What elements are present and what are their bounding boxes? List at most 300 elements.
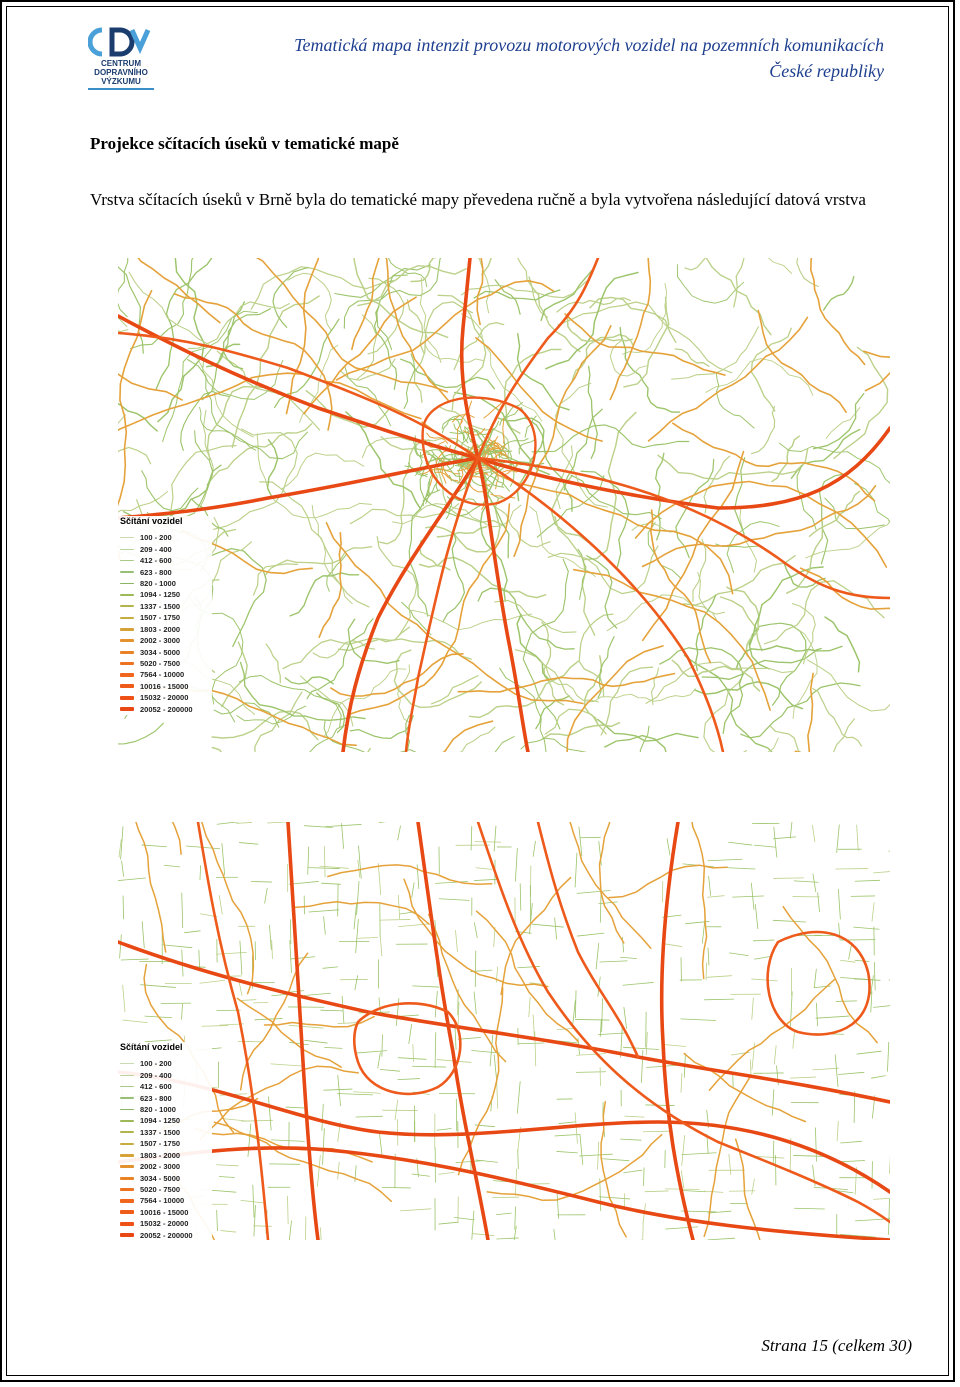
street [272, 994, 287, 995]
street [164, 865, 180, 867]
street [838, 889, 840, 919]
secondary-road [795, 673, 813, 752]
minor-road [672, 327, 759, 379]
secondary-road [232, 721, 492, 752]
street [439, 1172, 454, 1174]
legend-swatch [120, 583, 134, 585]
legend-title: Sčítání vozidel [120, 1042, 183, 1052]
street [200, 865, 201, 879]
street [573, 1001, 575, 1024]
minor-road [118, 447, 151, 463]
legend-item [118, 681, 212, 692]
minor-road [443, 532, 464, 622]
minor-road [543, 723, 620, 739]
minor-road [735, 458, 745, 534]
street [836, 1001, 857, 1002]
logo-text [86, 59, 156, 86]
street [413, 986, 439, 987]
street [559, 1122, 575, 1124]
street [412, 1066, 445, 1067]
legend-swatch [120, 1188, 134, 1191]
legend-item [118, 1230, 212, 1240]
street [889, 980, 890, 981]
secondary-road [643, 486, 876, 567]
street [380, 919, 410, 920]
minor-road [771, 726, 804, 752]
street [412, 883, 414, 898]
street [871, 976, 874, 994]
street [840, 960, 855, 962]
street [271, 1064, 302, 1066]
street [529, 998, 530, 1017]
secondary-street [477, 911, 578, 1041]
street [236, 822, 251, 823]
legend-swatch [120, 1063, 134, 1064]
street [774, 827, 777, 857]
street [774, 837, 796, 839]
street [338, 1023, 357, 1024]
minor-road [825, 617, 859, 672]
legend-swatch [120, 617, 134, 620]
major-road [118, 316, 478, 458]
street [887, 1042, 888, 1071]
map-legend [118, 1042, 212, 1240]
street [497, 1238, 519, 1239]
street [533, 1015, 534, 1038]
legend-item [118, 1069, 212, 1080]
minor-road [420, 278, 441, 362]
minor-road [532, 425, 689, 452]
street [120, 935, 122, 958]
street [794, 1208, 824, 1209]
street [837, 1121, 838, 1141]
street [874, 962, 875, 990]
legend-label: 20052 - 200000 [140, 704, 193, 714]
legend-swatch [120, 1097, 134, 1099]
logo-line-3: VÝZKUMU [101, 77, 141, 86]
street [248, 1124, 251, 1157]
street [356, 919, 359, 952]
street [520, 884, 521, 911]
street [750, 1060, 751, 1075]
street [354, 903, 357, 929]
street [490, 1035, 493, 1066]
minor-road [461, 314, 541, 421]
minor-road [751, 328, 791, 411]
street [379, 1132, 382, 1154]
legend-swatch [120, 696, 134, 700]
street [812, 825, 814, 841]
street [182, 893, 183, 928]
street [324, 917, 326, 935]
street [682, 1153, 716, 1155]
street [412, 1174, 430, 1176]
street [356, 1116, 383, 1117]
street [354, 1092, 381, 1094]
legend-label: 100 - 200 [140, 1059, 172, 1069]
legend-label: 20052 - 200000 [140, 1230, 193, 1240]
street [641, 1050, 642, 1082]
street [325, 1047, 343, 1048]
street [474, 923, 477, 938]
legend-label: 1507 - 1750 [140, 1139, 181, 1149]
street [532, 924, 563, 927]
street [643, 1131, 670, 1132]
running-header [294, 32, 884, 84]
street [728, 868, 755, 869]
street [474, 992, 476, 1014]
street [623, 1047, 658, 1049]
secondary-street [600, 822, 624, 943]
street [600, 961, 627, 962]
street [163, 945, 192, 948]
legend-label: 2002 - 3000 [140, 636, 181, 646]
street [755, 905, 757, 929]
secondary-road [801, 568, 890, 623]
street [217, 1165, 239, 1166]
street [439, 1222, 458, 1224]
secondary-street [200, 1066, 358, 1139]
street [599, 902, 618, 904]
legend-item [118, 543, 212, 554]
street [707, 976, 732, 978]
street [621, 1139, 641, 1140]
street [309, 868, 340, 869]
street [557, 1191, 559, 1218]
street [579, 1154, 612, 1156]
minor-road [118, 723, 163, 752]
legend-swatch [120, 639, 134, 642]
minor-road [118, 258, 134, 317]
street [320, 1228, 321, 1240]
street [475, 951, 476, 987]
major-road [288, 822, 318, 1240]
street [239, 981, 242, 995]
street [790, 1077, 815, 1078]
street [398, 826, 401, 840]
street [288, 1196, 289, 1224]
street [518, 1150, 519, 1169]
street [857, 825, 859, 851]
street [400, 1209, 431, 1211]
street [456, 1161, 484, 1163]
street [704, 999, 733, 1000]
street [323, 1129, 325, 1165]
legend-swatch [120, 684, 134, 688]
legend-label: 209 - 400 [140, 544, 172, 554]
street [265, 888, 268, 903]
street [733, 896, 764, 897]
street [216, 952, 246, 954]
secondary-road [866, 258, 890, 391]
street [575, 853, 577, 887]
street [598, 1142, 599, 1169]
street [398, 1058, 426, 1060]
street [841, 1141, 862, 1143]
secondary-road [610, 258, 650, 399]
major-road [662, 822, 693, 1240]
legend-label: 15032 - 20000 [140, 693, 189, 703]
minor-road [478, 588, 574, 649]
secondary-road [811, 258, 865, 364]
minor-road [241, 662, 365, 720]
street [682, 1191, 705, 1192]
street [458, 1037, 480, 1039]
city-map-canvas [118, 822, 890, 1240]
legend-swatch [120, 628, 134, 631]
street [121, 959, 148, 960]
street [662, 1044, 685, 1046]
street [289, 1221, 292, 1240]
street [873, 870, 890, 873]
legend-swatch [120, 594, 134, 596]
legend-item [118, 669, 212, 680]
street [623, 982, 653, 985]
street [455, 1027, 456, 1050]
regional-map-canvas [118, 258, 890, 752]
legend-item [118, 566, 212, 577]
street [357, 938, 377, 939]
street [729, 953, 748, 956]
minor-road [232, 296, 319, 447]
street [323, 967, 338, 968]
street [729, 842, 752, 845]
minor-road [222, 642, 247, 706]
minor-road [776, 719, 854, 752]
street [268, 1097, 271, 1130]
minor-road [470, 661, 579, 717]
minor-road [587, 556, 617, 628]
legend-label: 2002 - 3000 [140, 1162, 181, 1172]
street [221, 1231, 236, 1233]
legend-label: 1094 - 1250 [140, 590, 181, 600]
street [358, 860, 360, 877]
street [708, 948, 709, 965]
street [603, 1159, 629, 1161]
street [401, 1015, 419, 1016]
minor-road [772, 436, 799, 481]
street [289, 1025, 323, 1028]
secondary-street [459, 988, 503, 1175]
legend-label: 7564 - 10000 [140, 670, 185, 680]
minor-road [702, 646, 842, 679]
street [200, 980, 225, 983]
legend-label: 820 - 1000 [140, 578, 176, 588]
street [555, 1134, 580, 1136]
street [557, 1151, 578, 1152]
street [666, 1227, 698, 1229]
street [199, 950, 200, 967]
minor-road [546, 273, 638, 369]
street [251, 882, 271, 883]
legend-item [118, 1092, 212, 1103]
street [338, 1162, 339, 1179]
legend-label: 1094 - 1250 [140, 1116, 181, 1126]
secondary-road [636, 482, 887, 568]
header-title-line-2: České republiky [769, 61, 884, 81]
legend-swatch [120, 1165, 134, 1168]
street [580, 1135, 583, 1165]
minor-road [601, 667, 652, 735]
legend-swatch [120, 605, 134, 607]
minor-road [500, 668, 546, 751]
legend-label: 1803 - 2000 [140, 624, 181, 634]
street [118, 878, 145, 881]
street [378, 1053, 381, 1068]
secondary-road [319, 533, 341, 637]
minor-road [813, 689, 862, 746]
street [624, 1007, 627, 1028]
legend-item [118, 578, 212, 589]
legend-item [118, 704, 212, 715]
street [871, 992, 872, 1012]
street [309, 910, 339, 912]
street [518, 1043, 544, 1044]
street [409, 1024, 412, 1043]
secondary-street [166, 822, 181, 854]
legend-item [118, 1138, 212, 1149]
street [338, 1075, 341, 1106]
legend-label: 10016 - 15000 [140, 681, 189, 691]
street [624, 1170, 642, 1173]
street [599, 1197, 630, 1199]
street [555, 918, 557, 939]
street [439, 899, 469, 901]
minor-road [441, 727, 495, 752]
legend-label: 820 - 1000 [140, 1104, 176, 1114]
legend-label: 623 - 800 [140, 567, 172, 577]
legend-swatch [120, 1075, 134, 1076]
street [872, 903, 874, 922]
street [554, 1229, 556, 1240]
street [123, 985, 125, 1012]
street [729, 1154, 731, 1174]
minor-road [254, 564, 298, 595]
secondary-street [429, 914, 506, 1061]
legend-swatch [120, 571, 134, 573]
minor-road [142, 471, 198, 511]
secondary-road [458, 674, 674, 692]
street [681, 1073, 682, 1092]
legend-swatch [120, 1120, 134, 1122]
minor-road [529, 277, 580, 352]
street [497, 1213, 512, 1215]
street [379, 822, 395, 823]
street [837, 825, 840, 853]
legend-label: 412 - 600 [140, 556, 172, 566]
street [325, 824, 361, 826]
street [708, 1238, 735, 1240]
street [435, 991, 437, 1017]
minor-road [765, 581, 885, 644]
street [575, 1019, 609, 1020]
street [142, 922, 144, 948]
legend-item [118, 1115, 212, 1126]
street [774, 878, 804, 879]
section-title: Projekce sčítacích úseků v tematické mapě [90, 134, 399, 153]
street [535, 1032, 536, 1066]
minor-road [257, 434, 371, 518]
street [752, 979, 778, 981]
minor-road [588, 366, 597, 458]
secondary-street [681, 822, 707, 979]
legend-swatch [120, 1199, 134, 1203]
street [398, 1079, 420, 1080]
street [620, 957, 636, 958]
cdv-logo-mark-icon [88, 24, 152, 60]
city-traffic-map [118, 822, 890, 1240]
legend-item [118, 624, 212, 635]
legend-item [118, 1127, 212, 1138]
street [494, 826, 496, 851]
street [874, 1197, 890, 1199]
street [681, 1019, 716, 1021]
intro-paragraph: Vrstva sčítacích úseků v Brně byla do tematické mapy převedena ručně a byla vytvořena následující datová vrstva [90, 190, 866, 209]
street [706, 963, 707, 980]
street [575, 991, 576, 1018]
street [185, 931, 201, 933]
street [182, 1004, 183, 1019]
map-legend [118, 516, 212, 715]
minor-road [677, 265, 743, 304]
street [855, 960, 869, 961]
minor-road [266, 644, 280, 683]
regional-traffic-map [118, 258, 890, 752]
street [576, 1072, 606, 1073]
legend-item [118, 1195, 212, 1206]
legend-swatch [120, 707, 134, 711]
street [357, 881, 359, 914]
major-road [354, 1003, 460, 1094]
legend-item [118, 635, 212, 646]
street [454, 1217, 474, 1219]
legend-swatch [120, 1210, 134, 1214]
street [664, 944, 681, 947]
legend-swatch [120, 1177, 134, 1180]
street [517, 1082, 520, 1114]
street [682, 1136, 685, 1166]
legend-item [118, 658, 212, 669]
street [814, 969, 816, 987]
legend-item [118, 1161, 212, 1172]
street [577, 890, 610, 893]
legend-label: 100 - 200 [140, 533, 172, 543]
secondary-street [125, 822, 166, 952]
legend-label: 1337 - 1500 [140, 601, 181, 611]
minor-road [437, 527, 486, 537]
secondary-road [118, 258, 220, 323]
legend-item [118, 692, 212, 703]
legend-label: 412 - 600 [140, 1082, 172, 1092]
legend-swatch [120, 1222, 134, 1226]
street [472, 1211, 474, 1239]
legend-label: 10016 - 15000 [140, 1207, 189, 1217]
logo-line-1: CENTRUM [101, 59, 141, 68]
street [219, 1176, 234, 1177]
minor-road [752, 407, 775, 454]
legend-swatch [120, 673, 134, 677]
street [268, 822, 299, 823]
legend-label: 209 - 400 [140, 1070, 172, 1080]
street [753, 940, 774, 941]
street [646, 1105, 675, 1106]
street [835, 1055, 838, 1087]
legend-label: 5020 - 7500 [140, 1185, 181, 1195]
minor-road [208, 549, 267, 647]
legend-item [118, 1207, 212, 1218]
street [342, 824, 344, 849]
street [772, 1090, 774, 1116]
